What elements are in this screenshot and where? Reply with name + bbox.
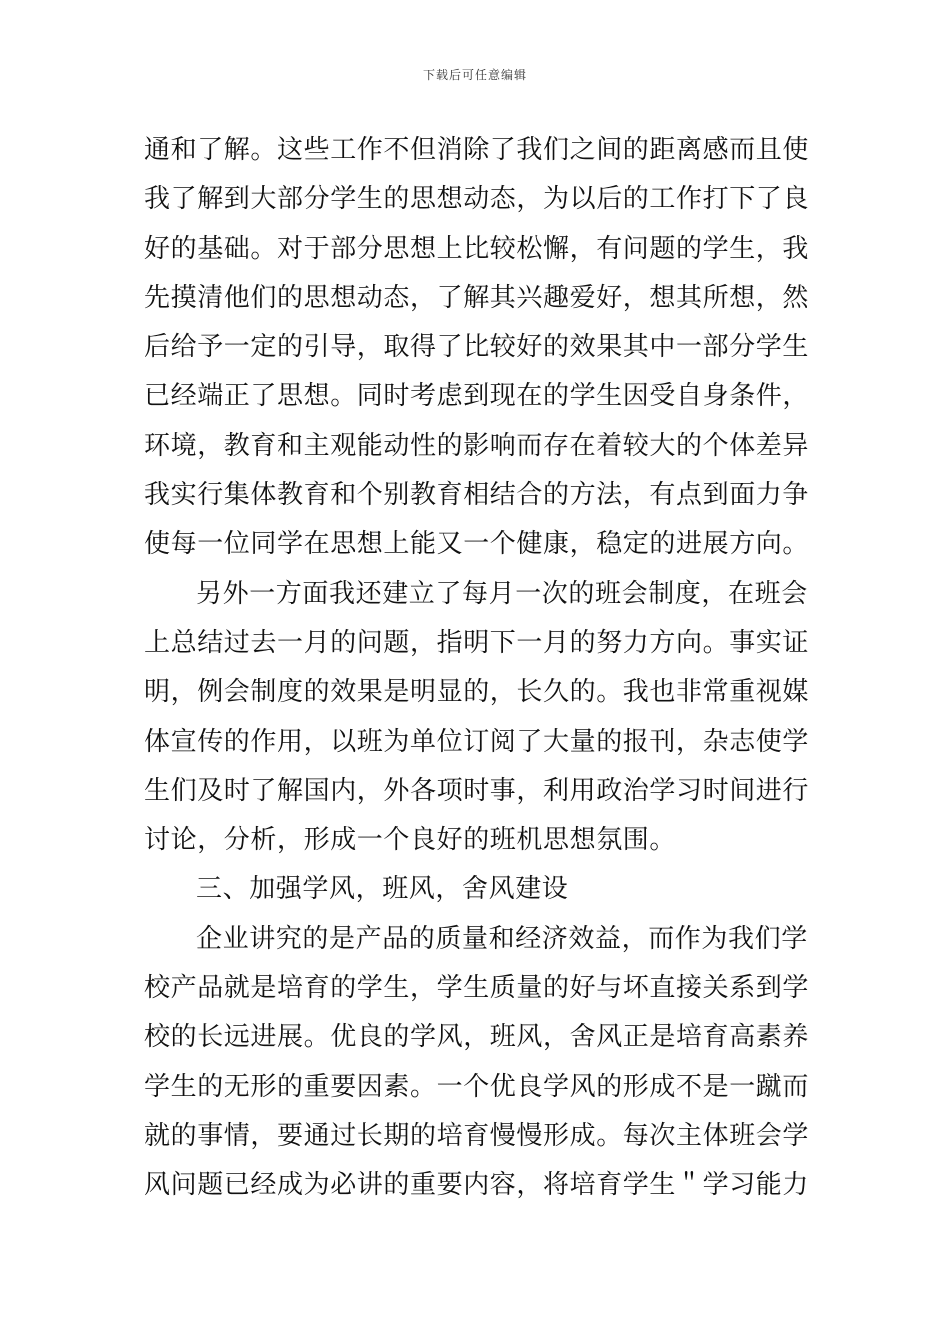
- text-line: 体宣传的作用，以班为单位订阅了大量的报刊，杂志使学: [144, 726, 810, 757]
- text-line: 生们及时了解国内，外各项时事，利用政治学习时间进行: [144, 775, 810, 806]
- text-line: 校的长远进展。优良的学风，班风，舍风正是培育高素养: [144, 1022, 810, 1053]
- text-line: 我实行集体教育和个别教育相结合的方法，有点到面力争: [144, 480, 810, 511]
- text-line: 通和了解。这些工作不但消除了我们之间的距离感而且使: [144, 135, 810, 165]
- text-line: 先摸清他们的思想动态，了解其兴趣爱好，想其所想，然: [144, 282, 810, 313]
- header-note: 下载后可任意编辑: [422, 68, 527, 82]
- text-line: 风问题已经成为必讲的重要内容，将培育学生＂学习能力: [144, 1170, 810, 1201]
- text-line: 明，例会制度的效果是明显的，长久的。我也非常重视媒: [144, 677, 810, 708]
- text-line: 环境，教育和主观能动性的影响而存在着较大的个体差异: [144, 430, 810, 461]
- text-line: 三、加强学风，班风，舍风建设: [196, 874, 569, 905]
- text-line: 好的基础。对于部分思想上比较松懈，有问题的学生，我: [144, 233, 810, 264]
- text-line: 上总结过去一月的问题，指明下一月的努力方向。事实证: [144, 627, 810, 658]
- text-line: 企业讲究的是产品的质量和经济效益，而作为我们学: [196, 923, 808, 954]
- text-line: 讨论，分析，形成一个良好的班机思想氛围。: [144, 825, 677, 856]
- text-line: 校产品就是培育的学生，学生质量的好与坏直接关系到学: [144, 973, 810, 1004]
- text-line: 使每一位同学在思想上能又一个健康，稳定的进展方向。: [144, 529, 810, 560]
- body-text: [144, 126, 808, 1211]
- text-line: 就的事情，要通过长期的培育慢慢形成。每次主体班会学: [144, 1120, 810, 1151]
- text-line: 学生的无形的重要因素。一个优良学风的形成不是一蹴而: [144, 1071, 810, 1102]
- text-line: 后给予一定的引导，取得了比较好的效果其中一部分学生: [144, 332, 810, 363]
- text-line: 我了解到大部分学生的思想动态，为以后的工作打下了良: [144, 184, 810, 215]
- text-line: 已经端正了思想。同时考虑到现在的学生因受自身条件，: [144, 381, 810, 412]
- text-line: 另外一方面我还建立了每月一次的班会制度，在班会: [196, 578, 808, 609]
